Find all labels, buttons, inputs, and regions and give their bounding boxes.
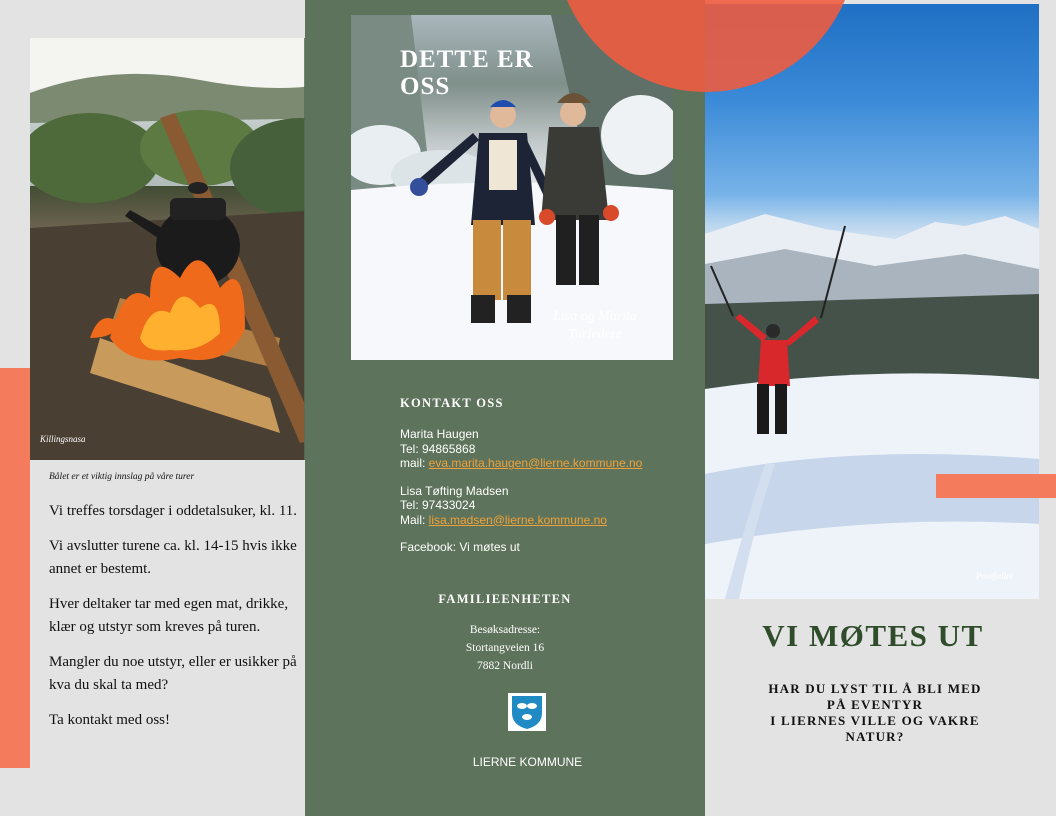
- skier-illustration: [705, 4, 1039, 599]
- meeting-time-paragraph: Vi treffes torsdager i oddetalsuker, kl. 11.: [49, 503, 298, 519]
- left-text-column: [49, 472, 299, 744]
- address-street: Stortangveien 16: [465, 642, 545, 654]
- contact-phone: Tel: 97433024: [400, 498, 476, 512]
- email-link[interactable]: lisa.madsen@lierne.kommune.no: [428, 512, 607, 527]
- contact-name: Marita Haugen: [400, 427, 479, 441]
- campfire-subcaption: Bålet er et viktig innslag på våre turer: [49, 472, 195, 482]
- guides-names: Lisa og Marita: [552, 309, 637, 324]
- family-unit-heading: FAMILIEENHETEN: [438, 592, 572, 606]
- equipment-paragraph: Hver deltaker tar med egen mat, drikke, klær og utstyr som kreves på turen.: [49, 596, 289, 635]
- missing-equipment-paragraph: Mangler du noe utstyr, eller er usikker på kva du skal ta med?: [49, 654, 297, 693]
- contact-name: Lisa Tøfting Madsen: [400, 483, 509, 498]
- visiting-address: [280, 621, 730, 675]
- mail-label: Mail:: [400, 512, 429, 527]
- brochure-subtitle: [745, 681, 1005, 745]
- subtitle-line3: I LIERNES VILLE OG VAKRE: [770, 713, 980, 728]
- left-accent-bar: [0, 368, 30, 768]
- skier-photo-caption: Postfjellet: [976, 571, 1013, 581]
- contact-mail-row: [400, 513, 642, 528]
- subtitle-line1: HAR DU LYST TIL Å BLI MED: [768, 681, 982, 696]
- guides-role: Turledere: [568, 327, 622, 342]
- municipality-name: LIERNE KOMMUNE: [472, 755, 583, 769]
- mail-label: mail:: [400, 456, 429, 470]
- email-link[interactable]: eva.marita.haugen@lierne.kommune.no: [428, 456, 643, 470]
- facebook-text: Facebook: Vi møtes ut: [400, 540, 520, 554]
- skier-photo: [705, 4, 1039, 599]
- campfire-photo-caption: Killingsnasa: [40, 434, 86, 444]
- end-time-paragraph: Vi avslutter turene ca. kl. 14-15 hvis ikke annet er bestemt.: [49, 538, 297, 577]
- contact-block: [400, 427, 642, 555]
- brochure-title: VI MØTES UT: [762, 618, 984, 653]
- contact-us-paragraph: Ta kontakt med oss!: [49, 712, 171, 728]
- contact-mail-row: [400, 456, 642, 471]
- lierne-coat-of-arms-icon: [508, 693, 546, 731]
- about-us-title-line1: DETTE ER: [400, 46, 534, 73]
- guides-photo-caption: [540, 308, 650, 344]
- about-us-title-line2: OSS: [400, 73, 451, 100]
- about-us-title: [400, 46, 534, 100]
- subtitle-line4: NATUR?: [845, 729, 905, 744]
- address-postal: 7882 Nordli: [477, 660, 533, 672]
- contact-heading: KONTAKT OSS: [400, 396, 504, 410]
- contact-phone: Tel: 94865868: [400, 441, 476, 456]
- address-label: Besøksadresse:: [469, 624, 541, 636]
- subtitle-line2: PÅ EVENTYR: [826, 697, 924, 712]
- decorative-orange-bar: [936, 474, 1056, 498]
